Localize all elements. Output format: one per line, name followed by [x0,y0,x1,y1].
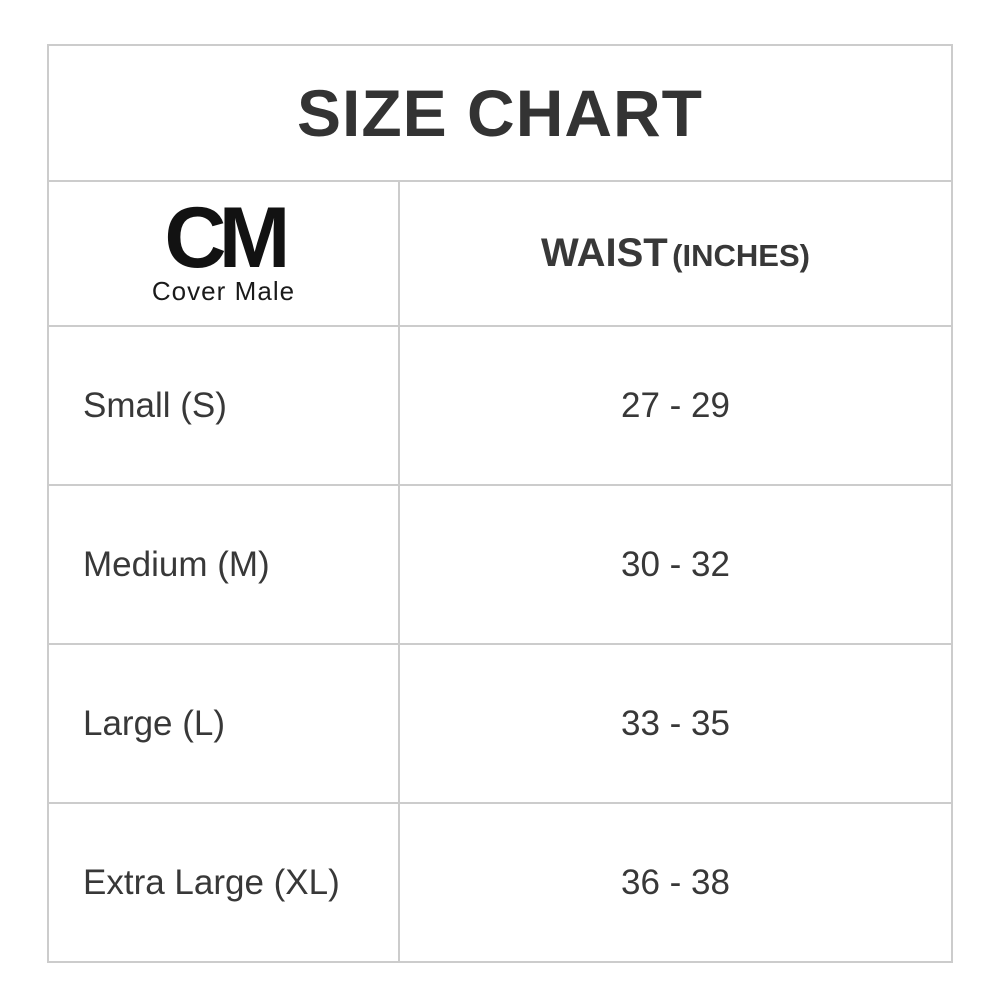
waist-range-text: 30 - 32 [621,544,730,584]
title-row [48,45,952,181]
waist-range-value [399,644,952,803]
waist-range-value [399,803,952,962]
table-row-medium [48,485,952,644]
waist-header-label: WAIST [541,231,668,275]
size-label-text: Medium (M) [83,544,270,584]
brand-name: Cover Male [151,275,296,306]
size-chart-title: SIZE CHART [297,76,703,150]
table-row-large [48,644,952,803]
waist-range-value [399,326,952,485]
cover-male-logo [151,190,296,306]
header-row [48,181,952,326]
brand-initials: CM [164,190,283,287]
logo-cell [48,181,399,326]
waist-header-cell [399,181,952,326]
waist-range-text: 27 - 29 [621,385,730,425]
table-row-small [48,326,952,485]
size-label-text: Large (L) [83,703,226,743]
table-row-extra-large [48,803,952,962]
size-label-text: Small (S) [83,385,227,425]
waist-range-text: 33 - 35 [621,703,730,743]
size-label [48,326,399,485]
size-chart [47,44,953,954]
size-label [48,803,399,962]
size-label [48,485,399,644]
title-cell [48,45,952,181]
size-label [48,644,399,803]
size-chart-table [47,44,953,963]
waist-range-value [399,485,952,644]
size-label-text: Extra Large (XL) [83,862,340,902]
waist-range-text: 36 - 38 [621,862,730,902]
waist-header-unit: (INCHES) [672,238,810,273]
